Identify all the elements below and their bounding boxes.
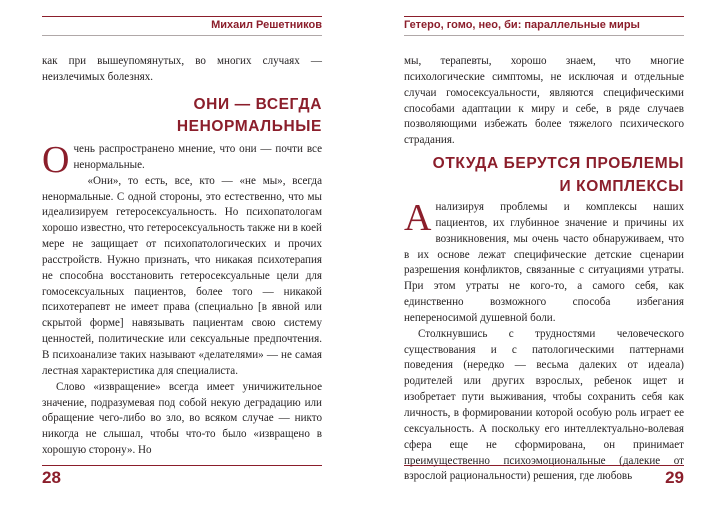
footer-rule (404, 465, 684, 466)
header-rule (42, 16, 322, 17)
heading-line-1: ОНИ — ВСЕГДА (193, 96, 322, 113)
drop-cap: О (42, 139, 70, 181)
paragraph-dropcap (42, 139, 322, 181)
intro-paragraph: мы, терапевты, хорошо знаем, что многие психологические симптомы, не исключая и отдельные случаи гомосексуальности, являются специфическими способами адаптации к миру и себе, в ряде случаев позволяющими избежать более тяжелого психического страдания. (404, 55, 684, 147)
paragraph-1-text: нализируя проблемы и комплексы наших пациентов, их глубинное значение и причины их возникновения, мы очень часто обнаруживаем, что в их основе лежат специфические детские сценарии разрешения конфликтов, связанные с ситуациями утраты. При этом утраты не кого-то, а самого себя, как единственно возможного способа избегания непереносимой душевной боли. (404, 201, 684, 324)
section-heading (433, 152, 684, 198)
heading-line-1: ОТКУДА БЕРУТСЯ ПРОБЛЕМЫ (432, 155, 684, 172)
footer-rule (42, 465, 322, 466)
paragraph-1-text: чень распространено мнение, что они — почти все ненормальные. (73, 143, 322, 171)
page-number: 28 (42, 468, 61, 487)
intro-paragraph: как при вышеупомянутых, во многих случаях — неизлечимых болезнях. (42, 55, 322, 83)
paragraph-3: Слово «извращение» всегда имеет уничижительное значение, подразумевая под собой некую деградацию или обращение чего-либо во зло, во всяком случае — никто никогда не слышал, чтобы что-то было «извращено в хорошую сторону». Но (42, 380, 322, 457)
paragraph-2: Столкнувшись с трудностями человеческого существования и с патологическими паттернами поведения (нередко — весьма далеких от идеала) родителей или других взрослых, ребенок ищет и изобретает пути выживания, чтобы сохранить себя как личность, в формировании которой особую роль играет ее сексуальность. А поскольку его интеллектуально-волевая сфера еще не сформирована, он принимает преимущественно психоэмоциональные (далекие от взрослой рациональности) решения, где любовь (404, 327, 684, 483)
page-number: 29 (665, 468, 684, 487)
right-body-main (404, 197, 684, 485)
section-heading (177, 94, 322, 138)
left-body (42, 54, 322, 86)
drop-cap: А (404, 197, 432, 239)
running-head-author: Михаил Решетников (211, 19, 322, 31)
header-divider (42, 35, 322, 36)
heading-line-2: И КОМПЛЕКСЫ (559, 178, 684, 195)
header-rule (404, 16, 684, 17)
left-body-main (42, 139, 322, 459)
right-page (404, 0, 684, 514)
header-divider (404, 35, 684, 36)
paragraph-dropcap (404, 197, 684, 327)
running-head-title: Гетеро, гомо, нео, би: параллельные миры (404, 19, 640, 31)
heading-line-2: НЕНОРМАЛЬНЫЕ (176, 118, 322, 135)
paragraph-2: «Они», то есть, все, кто — «не мы», всегда ненормальные. С одной стороны, это естественно, что мы идеализируем гетеросексуальность. Но психопатологам хорошо известно, что гетеросексуальность также ни в коей мере не защищает от психопатологических и прочих расстройств. Нужно признать, что никакая психотерапия не способна восстановить гетеросексуальные цели для гомосексуальных пациентов, более того — никакой психотерапевт не имеет права (специально [в явной или скрытой форме] навязывать пациентам свою систему ценностей, политические или сексуальные предпочтения. В психоанализе таких называют «делателями» — не самая лестная характеристика для специалиста. (42, 174, 322, 377)
right-body (404, 54, 684, 149)
left-page (42, 0, 322, 514)
